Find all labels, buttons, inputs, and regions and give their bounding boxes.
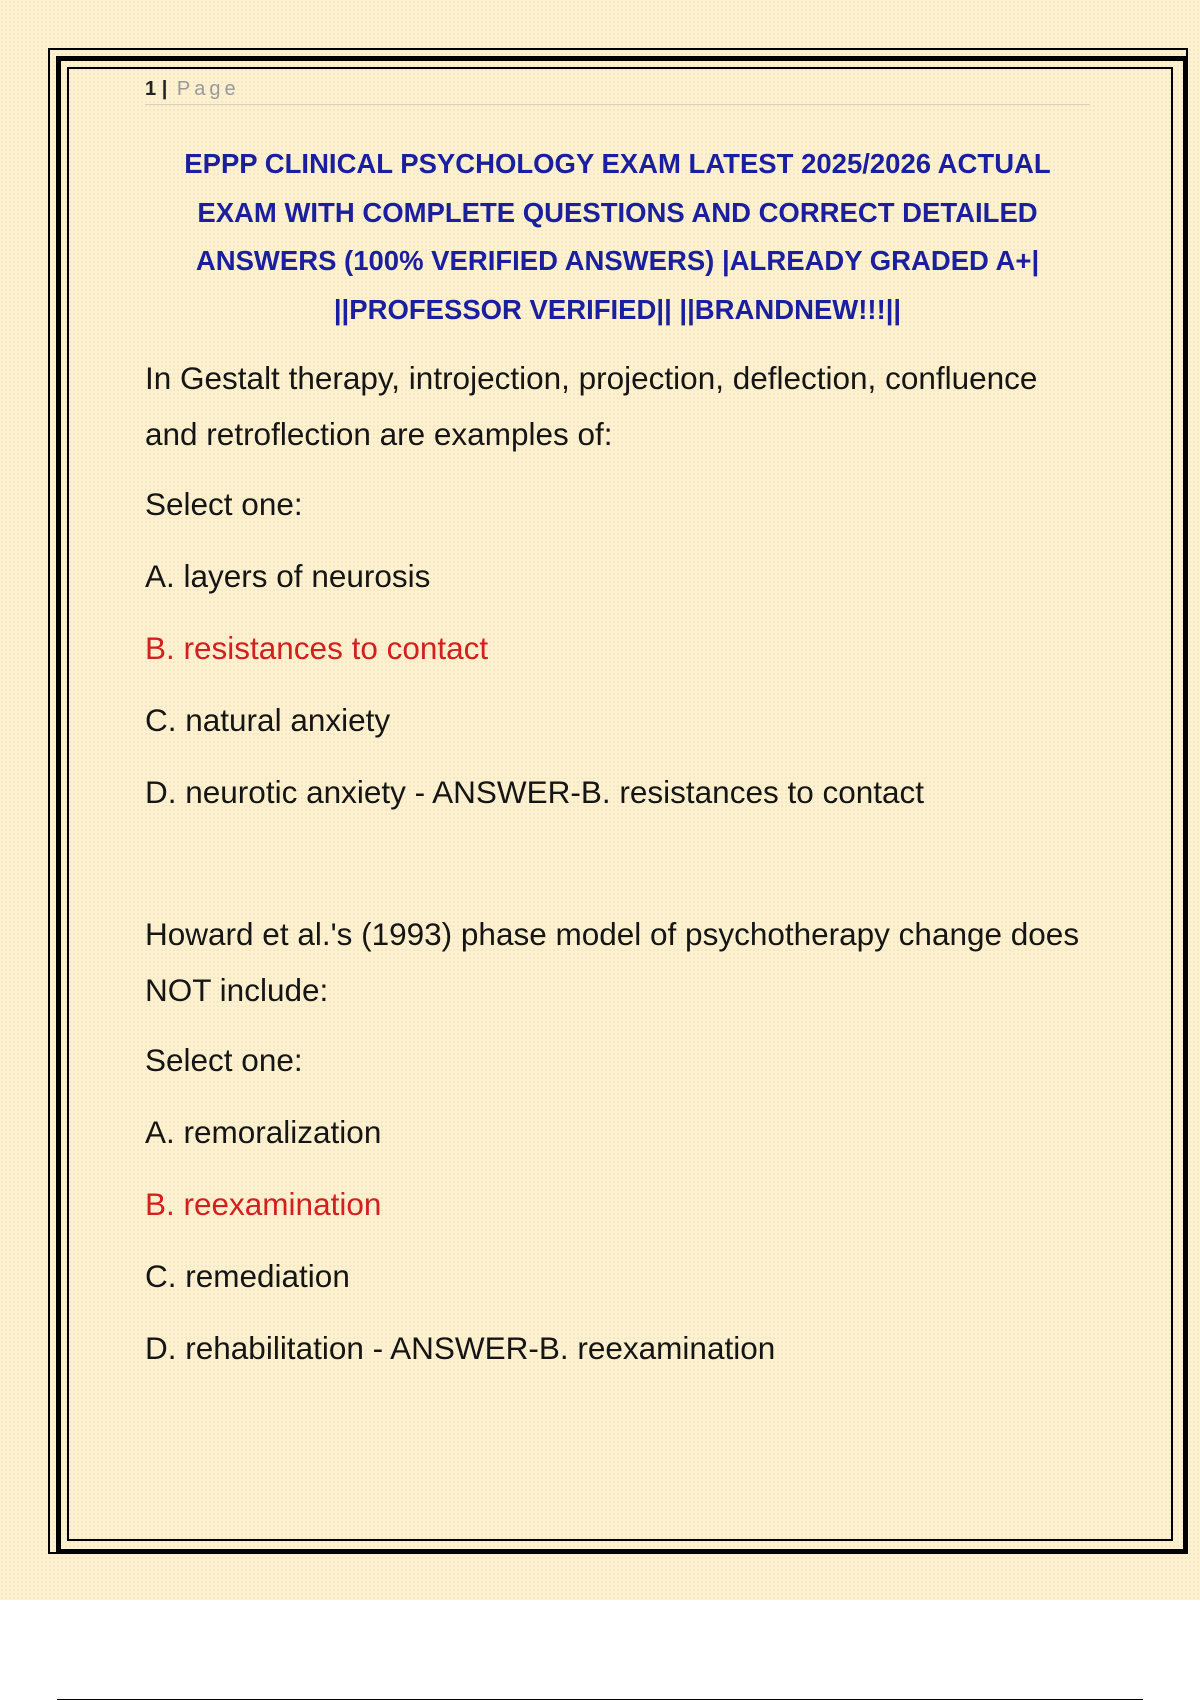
- option-c: C. natural anxiety: [145, 702, 391, 738]
- page-word: Page: [176, 78, 240, 100]
- question-text: Howard et al.'s (1993) phase model of psychotherapy change does NOT include:: [145, 916, 1080, 1008]
- option-a: A. layers of neurosis: [145, 558, 431, 594]
- option-c: C. remediation: [145, 1258, 350, 1294]
- question-instruction: Select one:: [145, 1042, 303, 1078]
- question-list: [145, 350, 1085, 1376]
- option-b-correct: B. reexamination: [145, 1186, 382, 1222]
- page-header: [145, 74, 1090, 105]
- question-2: [145, 906, 1085, 1376]
- question-instruction: Select one:: [145, 486, 303, 522]
- page-number: 1: [145, 78, 157, 100]
- document-title: EPPP CLINICAL PSYCHOLOGY EXAM LATEST 2025/2026 ACTUAL EXAM WITH COMPLETE QUESTIONS AND CORRECT DETAILED ANSWERS (100% VERIFIED ANSWERS) |ALREADY GRADED A+| ||PROFESSOR VERIFIED|| ||BRANDNEW!!!||: [184, 148, 1051, 325]
- option-a: A. remoralization: [145, 1114, 382, 1150]
- page-separator: |: [161, 78, 168, 100]
- option-b-correct: B. resistances to contact: [145, 630, 489, 666]
- question-1: [145, 350, 1085, 820]
- option-d-with-answer: D. rehabilitation - ANSWER-B. reexamination: [145, 1330, 776, 1366]
- question-text: In Gestalt therapy, introjection, projection, deflection, confluence and retroflection are examples of:: [145, 360, 1038, 452]
- option-d-with-answer: D. neurotic anxiety - ANSWER-B. resistances to contact: [145, 774, 925, 810]
